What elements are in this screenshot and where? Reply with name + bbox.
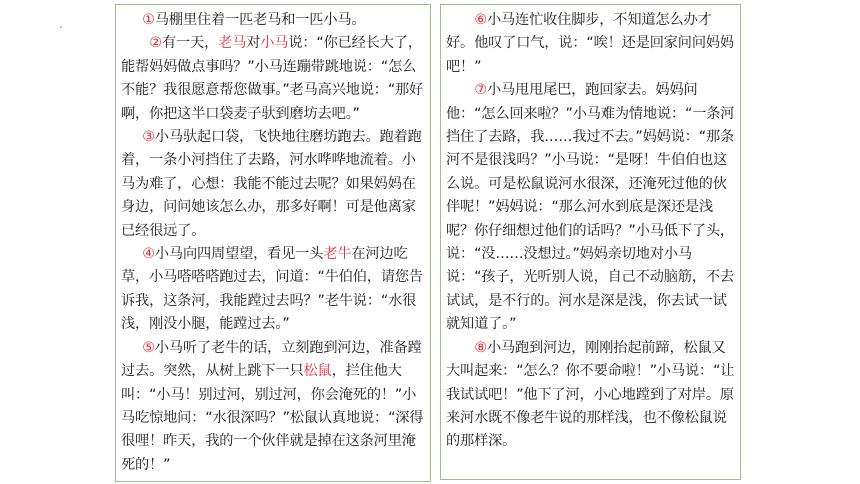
highlight-little-horse: 小马 bbox=[260, 35, 289, 52]
story-panel-right bbox=[440, 4, 741, 480]
paragraph-1 bbox=[121, 9, 426, 32]
stray-dot bbox=[60, 26, 62, 28]
paragraph-text: 小马跑到河边，刚刚抬起前蹄，松鼠又大叫起来：“怎么？你不要命啦！”小马说：“让我试试吧！”他下了河，小心地蹚到了对岸。原来河水既不像老牛说的那样浅，也不像松鼠说的那样深。 bbox=[446, 339, 735, 450]
paragraph-number: ② bbox=[149, 35, 162, 52]
highlight-old-cow: 老牛 bbox=[323, 246, 352, 263]
paragraph-text: 马棚里住着一匹老马和一匹小马。 bbox=[154, 12, 366, 28]
paragraph-6 bbox=[446, 9, 736, 79]
highlight-old-horse: 老马 bbox=[218, 35, 247, 52]
paragraph-number: ④ bbox=[142, 246, 155, 263]
story-panel-left bbox=[115, 4, 431, 482]
paragraph-text: 小马向四周望望，看见一头 bbox=[154, 246, 324, 263]
paragraph-number: ⑦ bbox=[474, 82, 487, 99]
paragraph-number: ① bbox=[142, 12, 155, 28]
paragraph-4 bbox=[121, 243, 426, 337]
paragraph-8 bbox=[446, 337, 736, 454]
paragraph-text: 有一天， bbox=[161, 35, 219, 52]
paragraph-7 bbox=[446, 79, 736, 336]
paragraph-number: ⑥ bbox=[474, 12, 487, 28]
paragraph-5 bbox=[121, 337, 426, 477]
paragraph-number: ⑧ bbox=[474, 339, 487, 356]
paragraph-3 bbox=[121, 126, 426, 243]
paragraph-number: ⑤ bbox=[142, 339, 155, 356]
paragraph-text: 说：“你已经长大了，能帮妈妈做点事吗？”小马连蹦带跳地说：“怎么不能？我很愿意帮您做事。”老马高兴地说：“那好啊，你把这半口袋麦子驮到磨坊去吧。” bbox=[121, 35, 424, 122]
paragraph-number: ③ bbox=[142, 129, 155, 146]
paragraph-2 bbox=[121, 32, 426, 126]
paragraph-text: 在河边吃草，小马嗒嗒嗒跑过去，问道：“牛伯伯，请您告诉我，这条河，我能蹚过去吗？”老牛说：“水很浅，刚没小腿，能蹚过去。” bbox=[121, 246, 423, 333]
highlight-squirrel: 松鼠 bbox=[303, 363, 332, 380]
paragraph-text: 小马驮起口袋，飞快地往磨坊跑去。跑着跑着，一条小河挡住了去路，河水哗哗地流着。小马为难了，心想：我能不能过去呢？如果妈妈在身边，问问她该怎么办，那多好啊！可是他离家已经很远了。 bbox=[121, 129, 422, 239]
paragraph-text: 小马甩甩尾巴，跑回家去。妈妈问他：“怎么回来啦？”小马难为情地说：“一条河挡住了去路，我……我过不去。”妈妈说：“那条河不是很浅吗？”小马说：“是呀！牛伯伯也这么说。可是松鼠说河水很深，还淹死过他的伙伴呢！”妈妈说：“那么河水到底是深还是浅呢？你仔细想过他们的话吗？”小马低下了头，说：“没……没想过。”妈妈亲切地对小马说：“孩子，光听别人说，自己不动脑筋，不去试试，是不行的。河水是深是浅，你去试一试就知道了。” bbox=[446, 82, 735, 333]
paragraph-text: 对 bbox=[246, 35, 261, 52]
paragraph-text: 小马连忙收住脚步，不知道怎么办才好。他叹了口气，说：“唉！还是回家问问妈妈吧！” bbox=[446, 12, 734, 75]
paragraph-text: ，拦住他大叫：“小马！别过河，别过河，你会淹死的！”小马吃惊地问：“水很深吗？”松鼠认真地说：“深得很哩！昨天，我的一个伙伴就是掉在这条河里淹死的！” bbox=[121, 363, 424, 473]
paragraph-text: 小马听了老牛的话，立刻跑到河边，准备蹚过去。突然，从树上跳下一只 bbox=[121, 339, 422, 380]
